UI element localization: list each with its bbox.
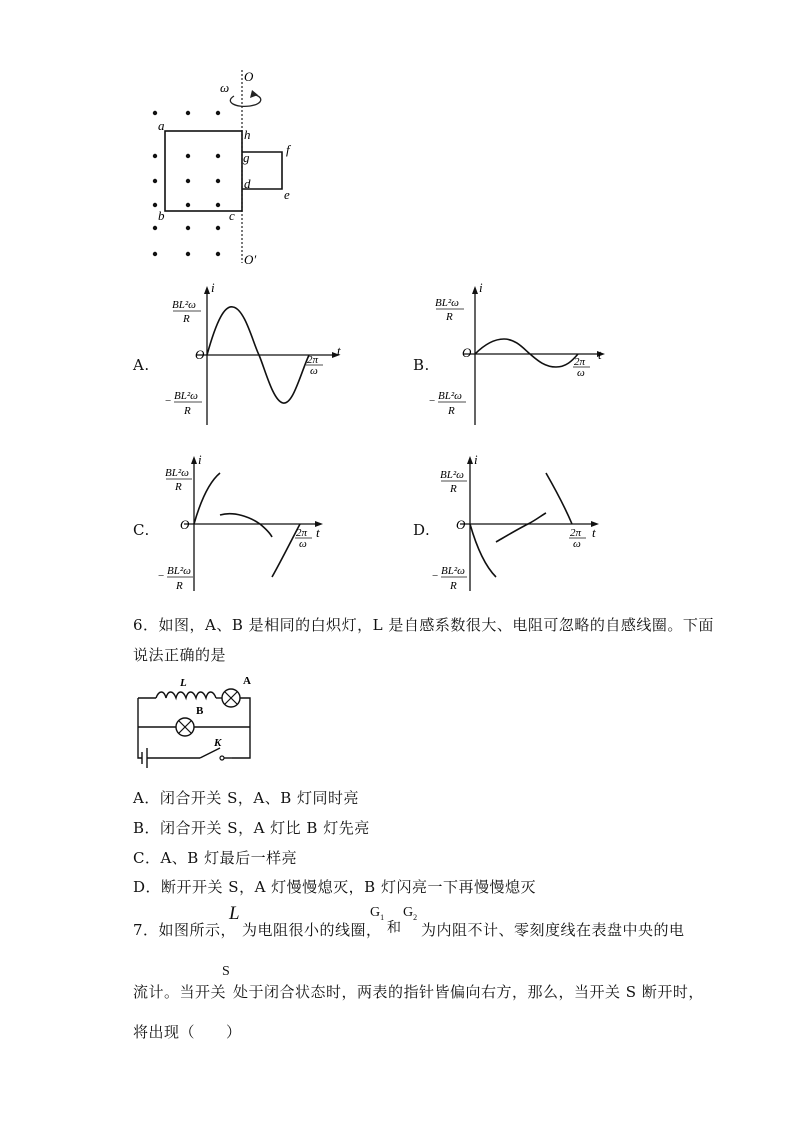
graph-A-xaxis: t (337, 343, 341, 358)
graph-D-period-num: 2π (570, 527, 582, 539)
graph-A-ymax-den: R (183, 313, 190, 325)
label-K: K (214, 737, 222, 749)
graph-C-period-num: 2π (296, 527, 308, 539)
graph-D-ymax-num: BL²ω (440, 469, 464, 481)
graph-A-period-den: ω (310, 365, 318, 377)
label-c: c (229, 208, 235, 223)
graph-D-xaxis: t (592, 525, 596, 540)
graph-A-ymin-num: BL²ω (174, 390, 198, 402)
option-A-label: A. (133, 356, 150, 374)
q6-stem-line1: 6．如图，A、B 是相同的白炽灯，L 是自感系数很大、电阻可忽略的自感线圈。下面 (133, 616, 714, 634)
q7-L-symbol: L (229, 903, 240, 924)
coil-field-figure (140, 68, 310, 268)
graph-B-yaxis: i (479, 280, 483, 295)
label-omega: ω (220, 80, 230, 95)
graph-D-curve-3 (546, 473, 572, 524)
graph-D-ymax-den: R (450, 483, 457, 495)
graph-D-ymin-den: R (450, 580, 457, 592)
q7-G2-letter: G (403, 905, 414, 920)
q7-G2 (403, 905, 417, 922)
q7-G1-subscript: 1 (380, 912, 385, 922)
graph-C-xaxis: t (316, 525, 320, 540)
graph-B-ymax-den: R (446, 311, 453, 323)
q7-and: 和 (387, 920, 402, 936)
label-b: b (158, 208, 165, 223)
graph-A-origin: O (195, 347, 205, 362)
graph-C-curve-2 (220, 514, 272, 537)
label-d: d (244, 176, 251, 191)
q7-G1 (370, 905, 384, 922)
q6-option-C[interactable]: C．A、B 灯最后一样亮 (133, 849, 298, 867)
graph-B-ymin-num: BL²ω (438, 390, 462, 402)
graph-B-period-num: 2π (574, 356, 586, 368)
graph-B-ymin-den: R (448, 405, 455, 417)
graph-C-ymin-den: R (176, 580, 183, 592)
label-L: L (180, 677, 187, 689)
option-D-label: D. (413, 521, 431, 539)
rotation-arrow-icon (230, 94, 260, 106)
graph-B-period-den: ω (577, 367, 585, 379)
graph-B-ymin-sign: − (429, 395, 436, 407)
q6-option-A[interactable]: A．闭合开关 S，A、B 灯同时亮 (133, 789, 360, 807)
graph-D-period-den: ω (573, 538, 581, 550)
q7-S-symbol: S (222, 964, 230, 979)
graph-B-xaxis: t (598, 347, 602, 362)
graph-D-ymin-sign: − (432, 570, 439, 582)
label-h: h (244, 127, 251, 142)
coil-abch (165, 131, 242, 211)
option-B-label: B. (413, 356, 430, 374)
label-g: g (243, 150, 250, 165)
graph-B-origin: O (462, 345, 472, 360)
q7-part1: 为电阻很小的线圈， (242, 921, 382, 939)
label-O-prime: O′ (244, 252, 257, 267)
q7-part2: 为内阻不计、零刻度线在表盘中央的电 (421, 921, 685, 939)
graph-D (432, 453, 612, 593)
graph-C-origin: O (180, 517, 190, 532)
label-a: a (158, 118, 165, 133)
graph-A-ymin-den: R (184, 405, 191, 417)
label-f: f (286, 142, 290, 157)
graph-D-origin: O (456, 517, 466, 532)
q6-stem-line2: 说法正确的是 (133, 646, 227, 664)
graph-C (160, 453, 340, 593)
graph-A (165, 280, 345, 428)
graph-D-yaxis: i (474, 452, 478, 467)
label-A: A (243, 675, 251, 687)
switch-K-icon (200, 748, 220, 758)
graph-C-ymax-num: BL²ω (165, 467, 189, 479)
graph-C-curve-1 (194, 473, 220, 524)
graph-B-curve (475, 339, 578, 367)
graph-A-period-num: 2π (307, 354, 319, 366)
q7-G2-subscript: 2 (413, 912, 418, 922)
q7-prefix: 7．如图所示， (133, 921, 237, 939)
q6-circuit-diagram (130, 672, 260, 778)
q7-line2-prefix: 流计。当开关 (133, 983, 227, 1001)
graph-A-ymax-num: BL²ω (172, 299, 196, 311)
graph-D-curve-2 (496, 513, 546, 542)
q6-option-D[interactable]: D．断开开关 S，A 灯慢慢熄灭，B 灯闪亮一下再慢慢熄灭 (133, 878, 536, 896)
graph-B (429, 280, 612, 428)
q7-G1-letter: G (370, 905, 381, 920)
graph-C-ymin-sign: − (158, 570, 165, 582)
graph-C-ymin-num: BL²ω (167, 565, 191, 577)
graph-C-period-den: ω (299, 538, 307, 550)
graph-A-ymin-sign: − (165, 395, 172, 407)
label-e: e (284, 187, 290, 202)
graph-C-yaxis: i (198, 452, 202, 467)
q6-option-B[interactable]: B．闭合开关 S，A 灯比 B 灯先亮 (133, 819, 370, 837)
inductor-coil-icon (156, 692, 216, 698)
q7-line2-rest: 处于闭合状态时，两表的指针皆偏向右方，那么，当开关 S 断开时， (233, 983, 704, 1001)
option-C-label: C. (133, 521, 150, 539)
graph-A-yaxis: i (211, 280, 215, 295)
graph-D-ymin-num: BL²ω (441, 565, 465, 577)
label-B: B (196, 705, 204, 717)
label-O: O (244, 69, 254, 84)
q7-line3: 将出现（ ） (133, 1023, 242, 1041)
graph-D-curve-1 (470, 524, 496, 577)
graph-B-ymax-num: BL²ω (435, 297, 459, 309)
graph-C-ymax-den: R (175, 481, 182, 493)
